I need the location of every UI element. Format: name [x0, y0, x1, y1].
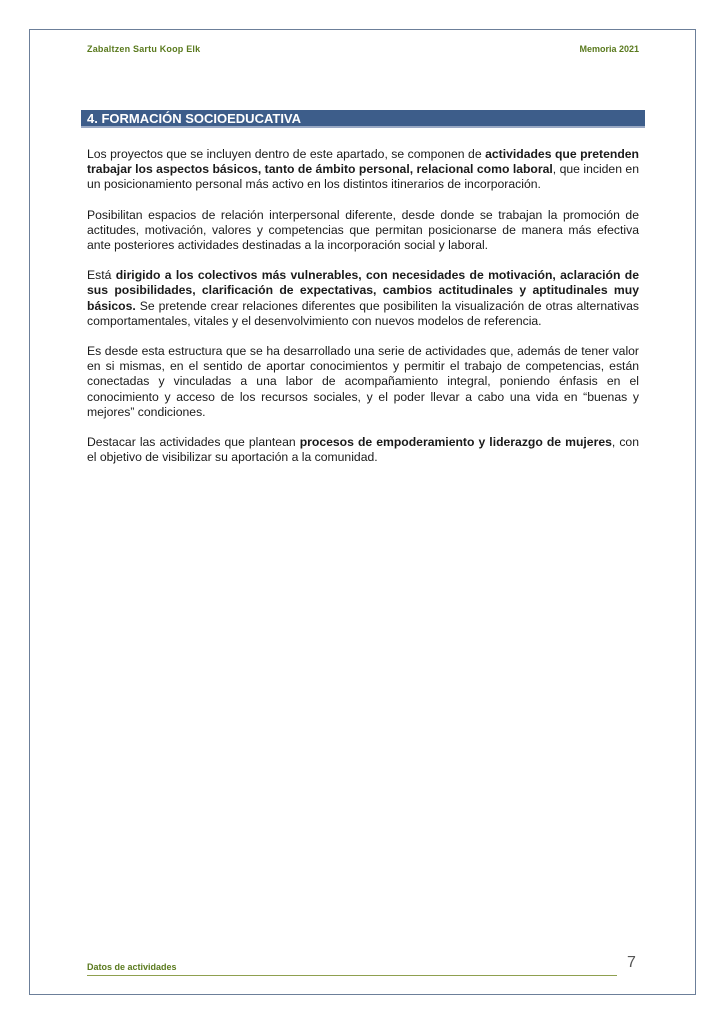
paragraph	[87, 344, 639, 420]
paragraph	[87, 435, 639, 465]
paragraph	[87, 268, 639, 329]
paragraph	[87, 208, 639, 254]
paragraph-text-bold: dirigido a los colectivos más vulnerables, con necesidades de motivación, aclaración de sus posibilidades, clarificación de expectativas, cambios actitudinales y aptitudinales muy básicos.	[87, 268, 639, 313]
section-title: 4. FORMACIÓN SOCIOEDUCATIVA	[87, 111, 302, 126]
section-heading-bar	[81, 110, 645, 128]
header-organization: Zabaltzen Sartu Koop Elk	[87, 44, 201, 54]
paragraph	[87, 147, 639, 193]
paragraph-text: Los proyectos que se incluyen dentro de este apartado, se componen de	[87, 147, 486, 161]
body-content	[87, 147, 639, 480]
footer-divider	[87, 975, 617, 976]
paragraph-text: Se pretende crear relaciones diferentes que posibiliten la visualización de otras alternativas comportamentales, vitales y el desenvolvimiento con nuevos modelos de referencia.	[87, 298, 639, 328]
paragraph-text-bold: procesos de empoderamiento y liderazgo de mujeres	[299, 435, 612, 450]
paragraph-text: , que inciden en un posicionamiento personal más activo en los distintos itinerarios de incorporación.	[87, 162, 639, 192]
page-number: 7	[627, 954, 636, 971]
paragraph-text: , con el objetivo de visibilizar su aportación a la comunidad.	[87, 435, 639, 465]
paragraph-text: Está	[87, 268, 116, 283]
paragraph-text: Es desde esta estructura que se ha desarrollado una serie de actividades que, además de tener valor en si mismas, en el sentido de aportar conocimientos y permitir el trabajo de competencias, están conectadas y vinculadas a una labor de acompañamiento integral, poniendo énfasis en el conocimiento y acceso de los recursos sociales, y el poder llevar a cabo una vida en “buenas y mejores” condiciones.	[87, 344, 639, 419]
footer-label: Datos de actividades	[87, 962, 177, 972]
paragraph-text: Posibilitan espacios de relación interpersonal diferente, desde donde se trabajan la promoción de actitudes, motivación, valores y competencias que permitan posicionarse de manera más efectiva ante posteriores actividades destinadas a la incorporación social y laboral.	[87, 207, 639, 253]
paragraph-text: Destacar las actividades que plantean	[87, 435, 300, 450]
header-report-title: Memoria 2021	[579, 44, 639, 54]
paragraph-text-bold: actividades que pretenden trabajar los aspectos básicos, tanto de ámbito personal, relacional como laboral	[87, 147, 639, 177]
